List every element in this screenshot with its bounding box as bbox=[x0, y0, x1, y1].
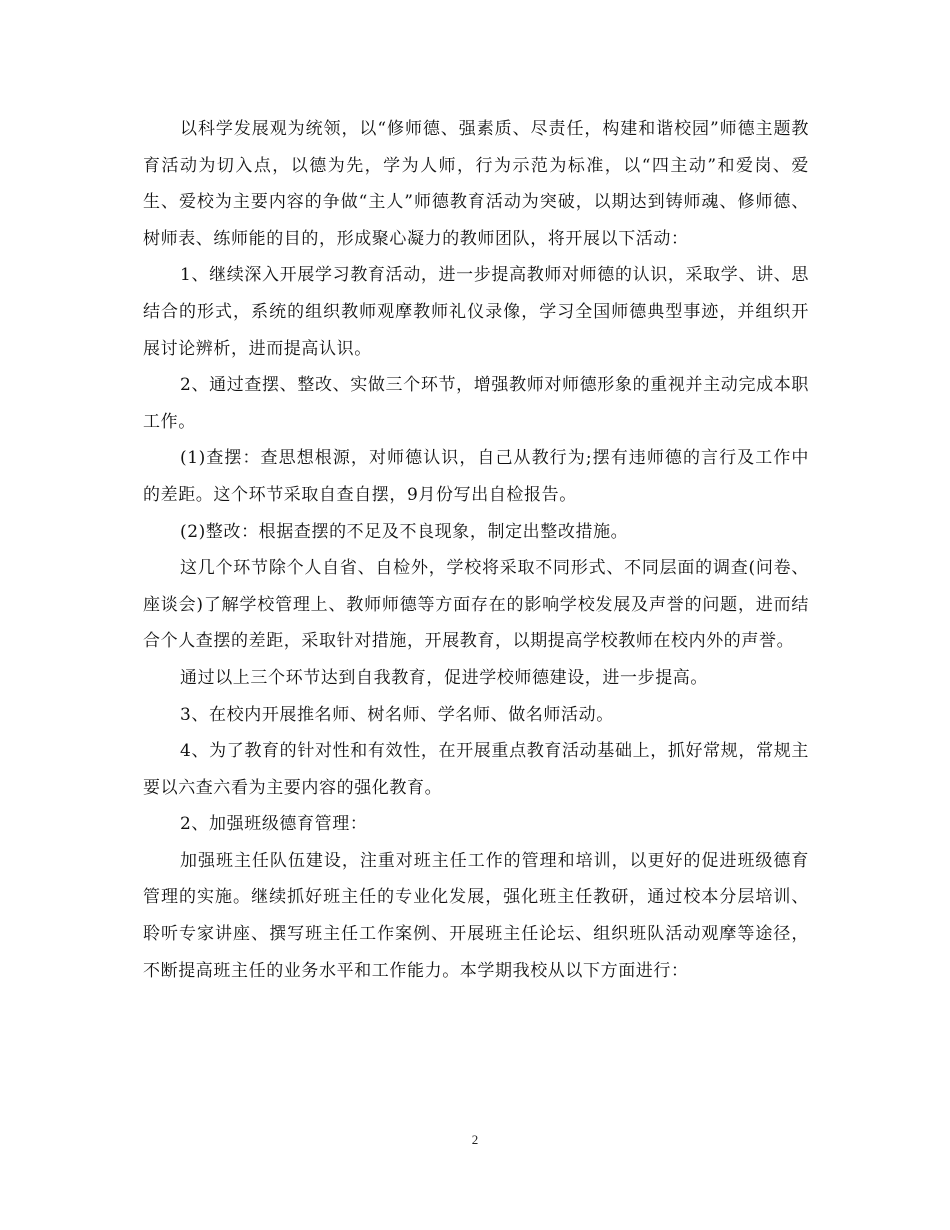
paragraph-survey: 这几个环节除个人自省、自检外，学校将采取不同形式、不同层面的调查(问卷、座谈会)了解学校管理上、教师师德等方面存在的影响学校发展及声誉的问题，进而结合个人查摆的差距，采取针对措施，开展教育，以期提高学校教师在校内外的声誉。 bbox=[143, 558, 809, 652]
section-heading-class-management: 2、加强班级德育管理： bbox=[180, 814, 368, 835]
paragraph-class-management: 加强班主任队伍建设，注重对班主任工作的管理和培训，以更好的促进班级德育管理的实施。继续抓好班主任的专业化发展，强化班主任教研，通过校本分层培训、聆听专家讲座、撰写班主任工作案例、开展班主任论坛、组织班队活动观摩等途径，不断提高班主任的业务水平和工作能力。本学期我校从以下方面进行： bbox=[143, 850, 809, 981]
paragraph-sub-1: (1)查摆：查思想根源，对师德认识，自己从教行为;摆有违师德的言行及工作中的差距。这个环节采取自查自摆，9月份写出自检报告。 bbox=[143, 448, 809, 505]
paragraph-intro: 以科学发展观为统领，以“修师德、强素质、尽责任，构建和谐校园”师德主题教育活动为切入点，以德为先，学为人师，行为示范为标准，以“四主动”和爱岗、爱生、爱校为主要内容的争做“主人”师德教育活动为突破，以期达到铸师魂、修师德、树师表、练师能的目的，形成聚心凝力的教师团队，将开展以下活动： bbox=[143, 119, 809, 249]
document-body bbox=[143, 111, 809, 989]
paragraph-item-4: 4、为了教育的针对性和有效性，在开展重点教育活动基础上，抓好常规，常规主要以六查六看为主要内容的强化教育。 bbox=[143, 741, 809, 798]
page-number: 2 bbox=[471, 1132, 479, 1147]
paragraph-summary: 通过以上三个环节达到自我教育，促进学校师德建设，进一步提高。 bbox=[180, 667, 708, 688]
paragraph-sub-2: (2)整改：根据查摆的不足及不良现象，制定出整改措施。 bbox=[180, 521, 629, 542]
paragraph-item-2: 2、通过查摆、整改、实做三个环节，增强教师对师德形象的重视并主动完成本职工作。 bbox=[143, 375, 809, 432]
paragraph-item-1: 1、继续深入开展学习教育活动，进一步提高教师对师德的认识，采取学、讲、思结合的形式，系统的组织教师观摩教师礼仪录像，学习全国师德典型事迹，并组织开展讨论辨析，进而提高认识。 bbox=[143, 265, 809, 359]
paragraph-item-3: 3、在校内开展推名师、树名师、学名师、做名师活动。 bbox=[180, 704, 614, 725]
